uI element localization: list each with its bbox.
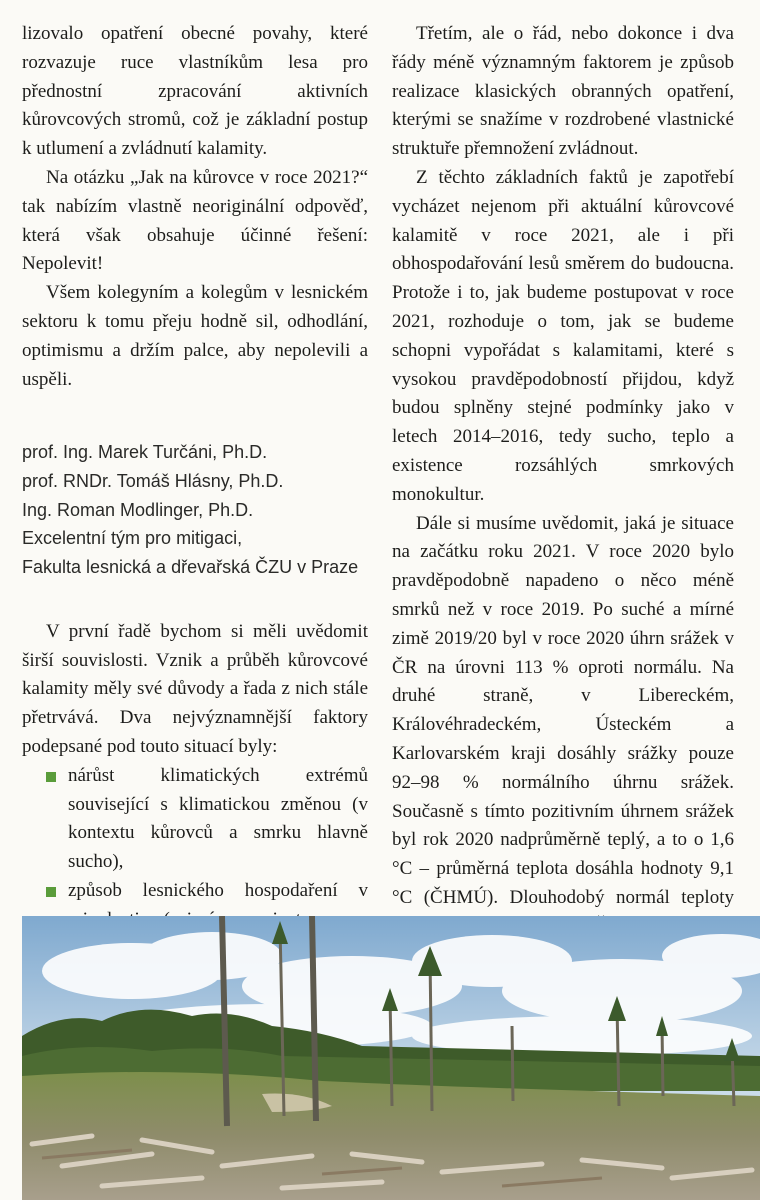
list-item-text: způsob lesnického hospodaření v xyxy=(68,880,368,902)
situation-paragraph: Dále si musíme uvědomit, jaká je situace na začátku roku 2021. V roce 2020 bylo pravděpodobně napadeno o něco méně smrků než v roce 2019. Po suché a mírné zimě 2019/20 byl v roce 2020 úhrn srážek v ČR na úrovni 113 % oproti normálu. Na druhé straně, v Libereckém, Královéhradeckém, Ústeckém a Karlovarském kraji dosáhly srážky pouze 92–98 % normálního úhrnu srážek. Současně s tímto pozitivním úhrnem srážek byl rok 2020 nadprůměrně teplý, a to o 1,6 °C – průměrná teplota dosáhla hodnoty 9,1 °C (ČHMÚ). Dlouhodobý normál teploty xyxy=(392,512,734,908)
wishes-paragraph: Všem kolegyním a kolegům v lesnickém sektoru k tomu přeju hodně sil, odhodlání, optimismu a držím palce, aby nepolevili a uspěli. xyxy=(22,282,368,390)
signature-line: prof. Ing. Marek Turčáni, Ph.D. xyxy=(22,442,268,463)
question-paragraph: Na otázku „Jak na kůrovce v roce 2021?“ tak nabízím vlastně neoriginální odpověď, která však obsahuje účinné řešení: Nepolevit! xyxy=(22,166,368,275)
third-factor-paragraph: Třetím, ale o řád, nebo dokonce i dva řády méně významným faktorem je způsob realizace klasických obranných opatření, kterými se snažíme v rozdrobené vlastnické struktuře přemnožení zvládnout. xyxy=(392,23,734,160)
square-bullet-icon xyxy=(46,887,56,897)
author-signature xyxy=(22,438,368,582)
right-column xyxy=(392,20,734,999)
list-item-text: nárůst klimatických extrémů související s klimatickou změnou (v kontextu kůrovců a smrku hlavně sucho), xyxy=(68,764,368,873)
clearcut-forest-photo xyxy=(22,916,760,1200)
signature-line: Excelentní tým pro mitigaci, xyxy=(22,528,243,549)
square-bullet-icon xyxy=(46,772,56,782)
left-column xyxy=(22,20,368,963)
signature-line: prof. RNDr. Tomáš Hlásny, Ph.D. xyxy=(22,471,284,492)
signature-line: Fakulta lesnická a dřevařská ČZU v Praze xyxy=(22,557,359,578)
context-paragraph: V první řadě bychom si měli uvědomit širší souvislosti. Vznik a průběh kůrovcové kalamity měly své důvody a řada z nich stále přetrvává. Dva nejvýznamnější faktory podepsané pod touto situací byly: xyxy=(22,620,368,758)
signature-line: Ing. Roman Modlinger, Ph.D. xyxy=(22,499,254,520)
intro-continuation: lizovalo opatření obecné povahy, které rozvazuje ruce vlastníkům lesa pro přednostní zpracování aktivních kůrovcových stromů, což je základní postup k utlumení a zvládnutí kalamity. xyxy=(22,23,368,160)
basic-facts-paragraph: Z těchto základních faktů je zapotřebí vycházet nejenom při aktuální kůrovcové kalamitě v roce 2021, ale i při obhospodařování lesů směrem do budoucna. Protože i to, jak budeme postupovat v roce 2021, rozhoduje o tom, jak se budeme schopni vypořádat s kalamitami, které s vysokou pravděpodobností přijdou, když budou splněny stejné podmínky jako v letech 2014–2016, tedy sucho, teplo a existence rozsáhlých smrkových monokultur. xyxy=(392,166,734,505)
list-item xyxy=(46,762,368,877)
